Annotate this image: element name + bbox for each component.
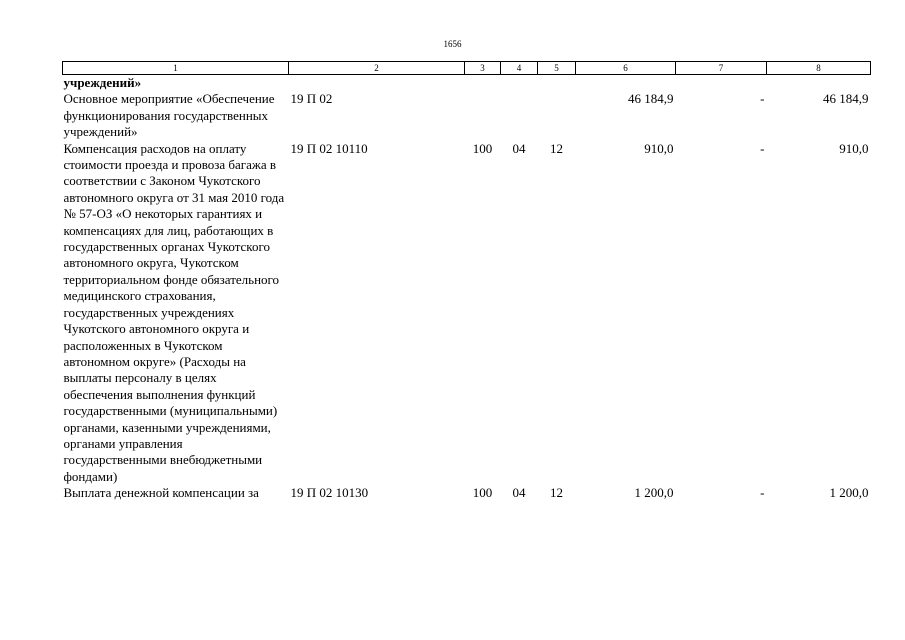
- row-c4: [501, 75, 538, 92]
- row-c6: 910,0: [644, 140, 674, 156]
- row-code: 19 П 02 10130: [290, 485, 369, 501]
- column-number-header: [63, 62, 871, 75]
- row-c3: 100: [472, 485, 493, 501]
- row-c7: -: [760, 91, 765, 107]
- column-header-7: 7: [676, 62, 767, 75]
- row-c7: -: [760, 485, 765, 501]
- row-name: учреждений»: [63, 75, 142, 90]
- row-c8: 46 184,9: [823, 91, 869, 107]
- row-c4: 04: [512, 485, 526, 501]
- table-row: [63, 485, 871, 501]
- row-c5: [538, 75, 576, 92]
- budget-table: [62, 61, 871, 502]
- row-name: Выплата денежной компенсации за: [63, 485, 259, 501]
- column-header-3: 3: [465, 62, 501, 75]
- row-c8: [767, 75, 871, 92]
- row-c4: 04: [512, 140, 526, 156]
- row-code: [289, 75, 465, 92]
- row-c7: [676, 75, 767, 92]
- row-c6: [576, 75, 676, 92]
- row-c5: 12: [550, 485, 563, 501]
- column-header-5: 5: [538, 62, 576, 75]
- table-row: [63, 91, 871, 140]
- column-header-8: 8: [767, 62, 871, 75]
- row-c6: 46 184,9: [628, 91, 674, 107]
- row-c6: 1 200,0: [634, 485, 674, 501]
- row-c3: [465, 75, 501, 92]
- row-c5: [538, 91, 576, 140]
- row-c5: 12: [550, 140, 563, 156]
- row-c3: 100: [472, 140, 493, 156]
- column-header-6: 6: [576, 62, 676, 75]
- column-header-2: 2: [289, 62, 465, 75]
- row-c4: [501, 91, 538, 140]
- row-c7: -: [760, 140, 765, 156]
- row-c8: 1 200,0: [829, 485, 869, 501]
- row-c3: [465, 91, 501, 140]
- row-c8: 910,0: [839, 140, 869, 156]
- table-row: [63, 75, 871, 92]
- row-name: Основное мероприятие «Обеспечение функционирования государственных учреждений»: [63, 91, 275, 140]
- row-code: 19 П 02 10110: [290, 140, 368, 156]
- column-header-4: 4: [501, 62, 538, 75]
- row-name: Компенсация расходов на оплату стоимости проезда и провоза багажа в соответствии с Законом Чукотского автономного округа от 31 мая 2010 года № 57-ОЗ «О некоторых гарантиях и компенсациях для лиц, работающих в государственных органах Чукотского автономного округа, Чукотском территориальном фонде обязательного медицинского страхования, государственных учреждениях Чукотского автономного округа и расположенных в Чукотском автономном округе» (Расходы на выплаты персоналу в целях обеспечения выполнения функций государственными (муниципальными) органами, казенными учреждениями, органами управления государственными внебюджетными фондами): [63, 140, 285, 484]
- page-number: 1656: [443, 39, 462, 49]
- column-header-1: 1: [63, 62, 289, 75]
- row-code: 19 П 02: [290, 91, 333, 107]
- table-row: [63, 141, 871, 486]
